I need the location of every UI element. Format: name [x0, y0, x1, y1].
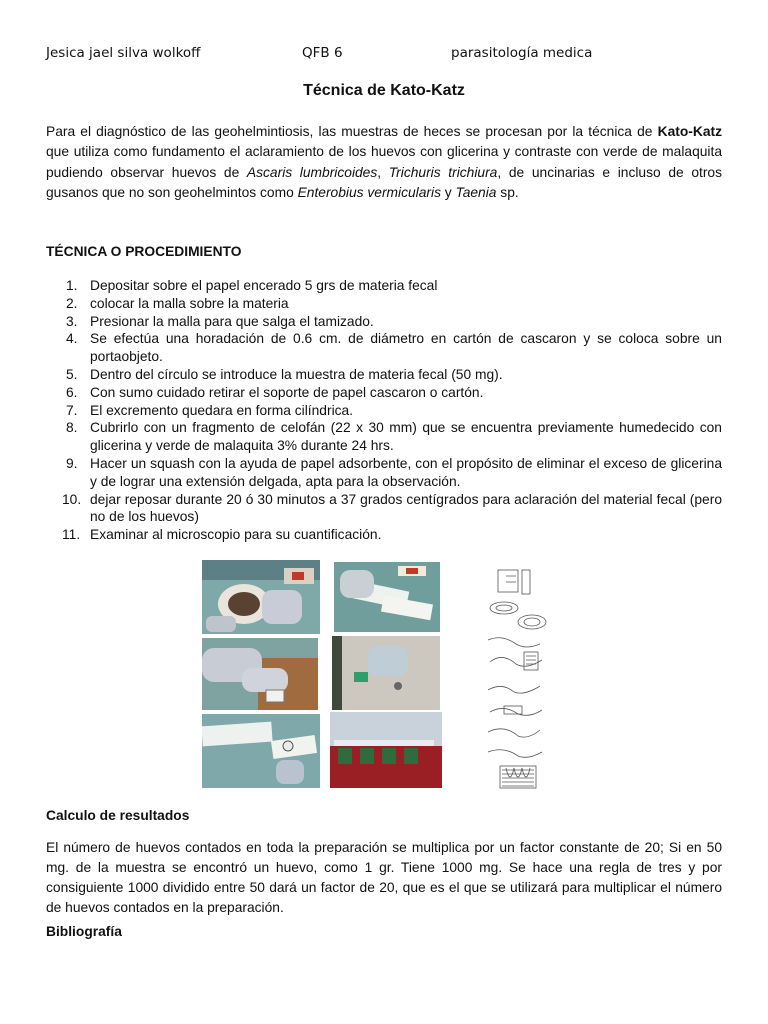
document-title: Técnica de Kato-Katz	[303, 82, 465, 99]
procedure-photo-collage	[200, 558, 442, 790]
document-header	[46, 45, 726, 63]
intro-paragraph: Para el diagnóstico de las geohelmintiosis, las muestras de heces se procesan por la técnica de Kato-Katz que utiliza como fundamento el aclaramiento de los huevos con glicerina y contraste con verde de malaquita pudiendo observar huevos de Ascaris lumbricoides, Trichuris trichiura, de uncinarias e incluso de otros gusanos que no son geohelmintos como Enterobius vermicularis y Taenia sp.	[46, 124, 722, 200]
procedure-step: 4. Se efectúa una horadación de 0.6 cm. de diámetro en cartón de cascaron y se coloca sobre un portaobjeto.	[66, 331, 722, 365]
course-label: QFB 6	[302, 45, 343, 61]
author-name: Jesica jael silva wolkoff	[46, 45, 201, 61]
procedure-step: 6. Con sumo cuidado retirar el soporte de papel cascaron o cartón.	[66, 384, 484, 400]
procedure-line-diagram	[476, 566, 560, 794]
procedure-step: 5. Dentro del círculo se introduce la muestra de materia fecal (50 mg).	[66, 366, 503, 382]
photo-cardboard-template	[332, 636, 440, 710]
procedure-step: 2. colocar la malla sobre la materia	[66, 295, 289, 311]
procedure-step: 11. Examinar al microscopio para su cuantificación.	[62, 527, 382, 543]
subject-label: parasitología medica	[451, 45, 593, 61]
procedure-step: 1. Depositar sobre el papel encerado 5 grs de materia fecal	[66, 278, 438, 293]
procedure-heading: TÉCNICA O PROCEDIMIENTO	[46, 244, 242, 259]
photo-sample-on-paper	[202, 560, 320, 634]
procedure-step: 10. dejar reposar durante 20 ó 30 minutos a 37 grados centígrados para aclaración del material fecal (pero no de los huevos)	[62, 491, 722, 525]
procedure-step: 8. Cubrirlo con un fragmento de celofán (22 x 30 mm) que se encuentra previamente humedecido con glicerina y verde de malaquita 3% durante 24 hrs.	[66, 420, 722, 454]
procedure-step: 7. El excremento quedara en forma cilíndrica.	[66, 402, 354, 418]
photo-slide-preparation	[202, 714, 320, 788]
bibliography-heading: Bibliografía	[46, 924, 122, 939]
results-paragraph: El número de huevos contados en toda la preparación se multiplica por un factor constante de 20; Si en 50 mg. de la muestra se encontró un huevo, como 1 gr. Tiene 1000 mg. Se hace una regla de tres y por consiguiente 1000 dividido entre 50 dará un factor de 20, que es el que se utilizará para multiplicar el número de huevos contados en la preparación.	[46, 840, 722, 915]
results-heading: Calculo de resultados	[46, 808, 190, 823]
procedure-steps	[46, 277, 722, 544]
procedure-step: 9. Hacer un squash con la ayuda de papel adsorbente, con el propósito de eliminar el exceso de glicerina y de lograr una extensión delgada, apta para la observación.	[66, 455, 722, 489]
photo-finished-slides	[330, 712, 442, 788]
photo-pressing-mesh	[202, 638, 318, 710]
photo-slides-on-table	[334, 562, 440, 632]
procedure-step: 3. Presionar la malla para que salga el tamizado.	[66, 313, 374, 329]
